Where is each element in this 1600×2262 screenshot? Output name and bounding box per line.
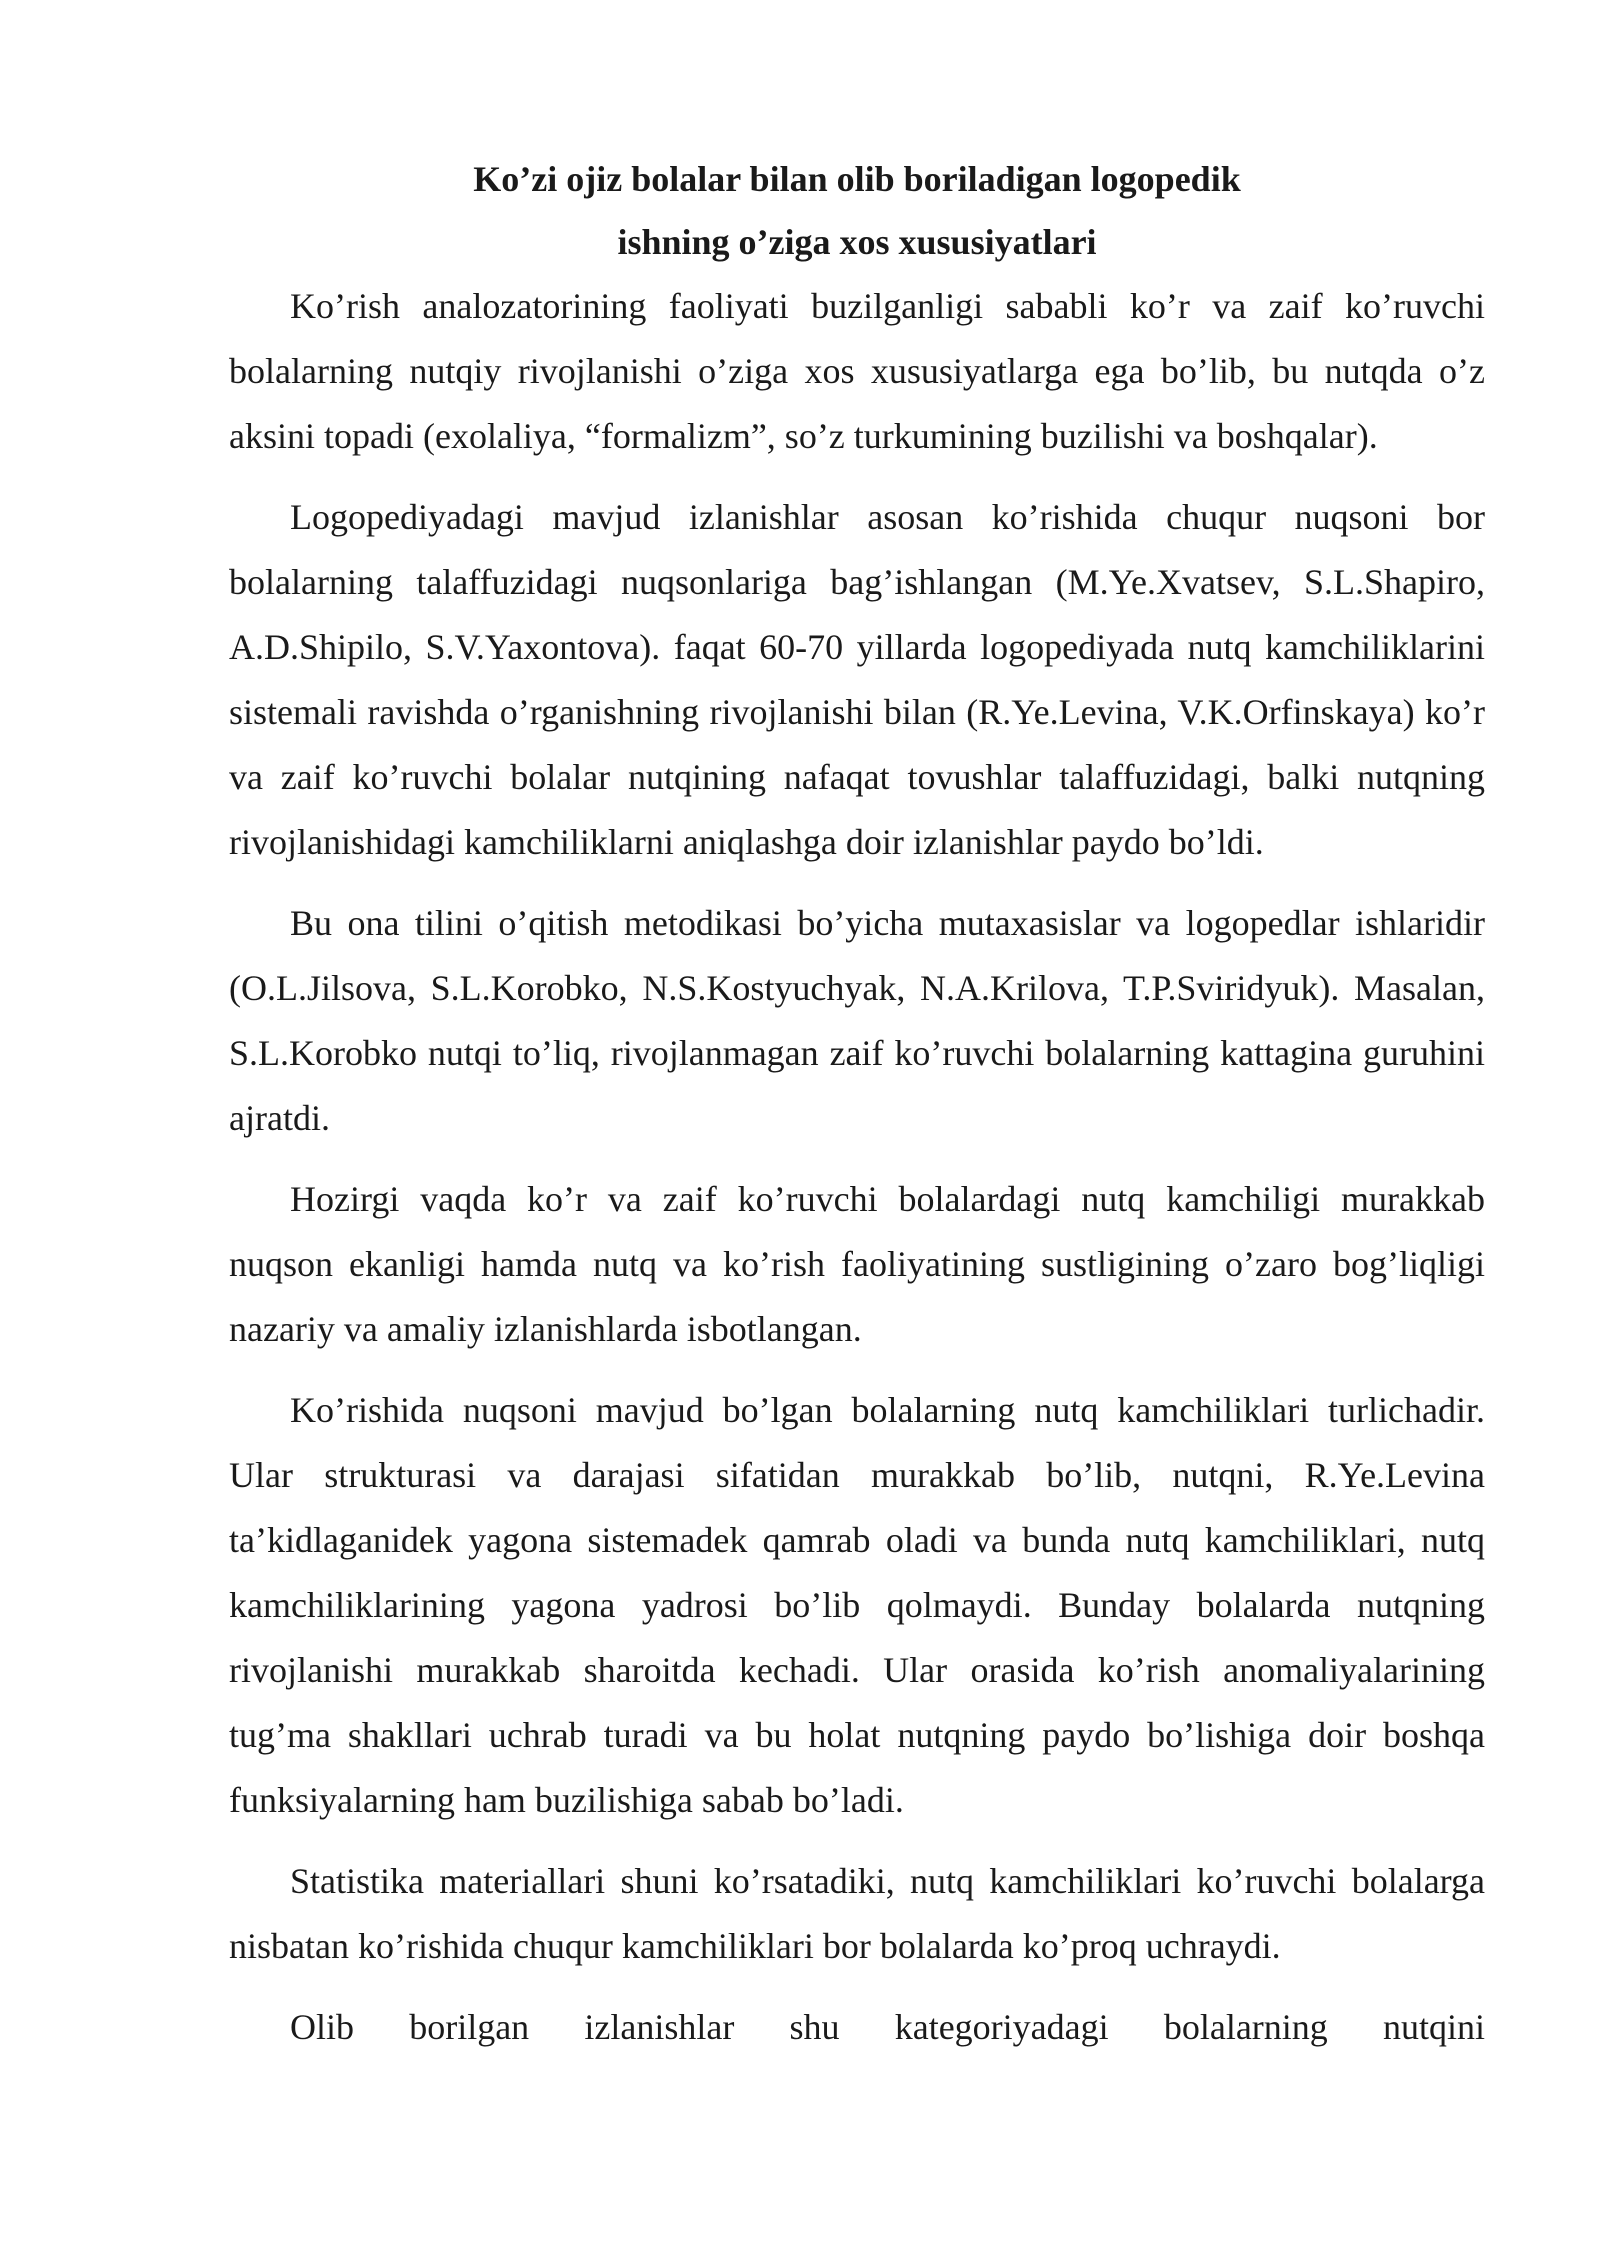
- document-body: [229, 148, 1485, 2060]
- paragraph-3: Bu ona tilini o’qitish metodikasi bo’yicha mutaxasislar va logopedlar ishlaridir (O.L.Jilsova, S.L.Korobko, N.S.Kostyuchyak, N.A.Krilova, T.P.Sviridyuk). Masalan, S.L.Korobko nutqi to’liq, rivojlanmagan zaif ko’ruvchi bolalarning kattagina guruhini ajratdi.: [229, 903, 1485, 1138]
- document-title-line-2: ishning o’ziga xos xususiyatlari: [617, 222, 1097, 262]
- paragraph-4: Hozirgi vaqda ko’r va zaif ko’ruvchi bolalardagi nutq kamchiligi murakkab nuqson ekanligi hamda nutq va ko’rish faoliyatining sustligining o’zaro bog’liqligi nazariy va amaliy izlanishlarda isbotlangan.: [229, 1179, 1485, 1349]
- paragraph-6: Statistika materiallari shuni ko’rsatadiki, nutq kamchiliklari ko’ruvchi bolalarga nisbatan ko’rishida chuqur kamchiliklari bor bolalarda ko’proq uchraydi.: [229, 1861, 1485, 1966]
- paragraph-2: Logopediyadagi mavjud izlanishlar asosan ko’rishida chuqur nuqsoni bor bolalarning talaffuzidagi nuqsonlariga bag’ishlangan (M.Ye.Xvatsev, S.L.Shapiro, A.D.Shipilo, S.V.Yaxontova). faqat 60-70 yillarda logopediyada nutq kamchiliklarini sistemali ravishda o’rganishning rivojlanishi bilan (R.Ye.Levina, V.K.Orfinskaya) ko’r va zaif ko’ruvchi bolalar nutqining nafaqat tovushlar talaffuzidagi, balki nutqning rivojlanishidagi kamchiliklarni aniqlashga doir izlanishlar paydo bo’ldi.: [229, 497, 1485, 862]
- document-title-line-1: Ko’zi ojiz bolalar bilan olib boriladigan logopedik: [473, 159, 1241, 199]
- paragraph-7: Olib borilgan izlanishlar shu kategoriyadagi bolalarning nutqini: [290, 2007, 1485, 2047]
- paragraph-1: Ko’rish analozatorining faoliyati buzilganligi sababli ko’r va zaif ko’ruvchi bolalarning nutqiy rivojlanishi o’ziga xos xususiyatlarga ega bo’lib, bu nutqda o’z aksini topadi (exolaliya, “formalizm”, so’z turkumining buzilishi va boshqalar).: [229, 286, 1485, 456]
- paragraph-5: Ko’rishida nuqsoni mavjud bo’lgan bolalarning nutq kamchiliklari turlichadir. Ular strukturasi va darajasi sifatidan murakkab bo’lib, nutqni, R.Ye.Levina ta’kidlaganidek yagona sistemadek qamrab oladi va bunda nutq kamchiliklari, nutq kamchiliklarining yagona yadrosi bo’lib qolmaydi. Bunday bolalarda nutqning rivojlanishi murakkab sharoitda kechadi. Ular orasida ko’rish anomaliyalarining tug’ma shakllari uchrab turadi va bu holat nutqning paydo bo’lishiga doir boshqa funksiyalarning ham buzilishiga sabab bo’ladi.: [229, 1390, 1485, 1820]
